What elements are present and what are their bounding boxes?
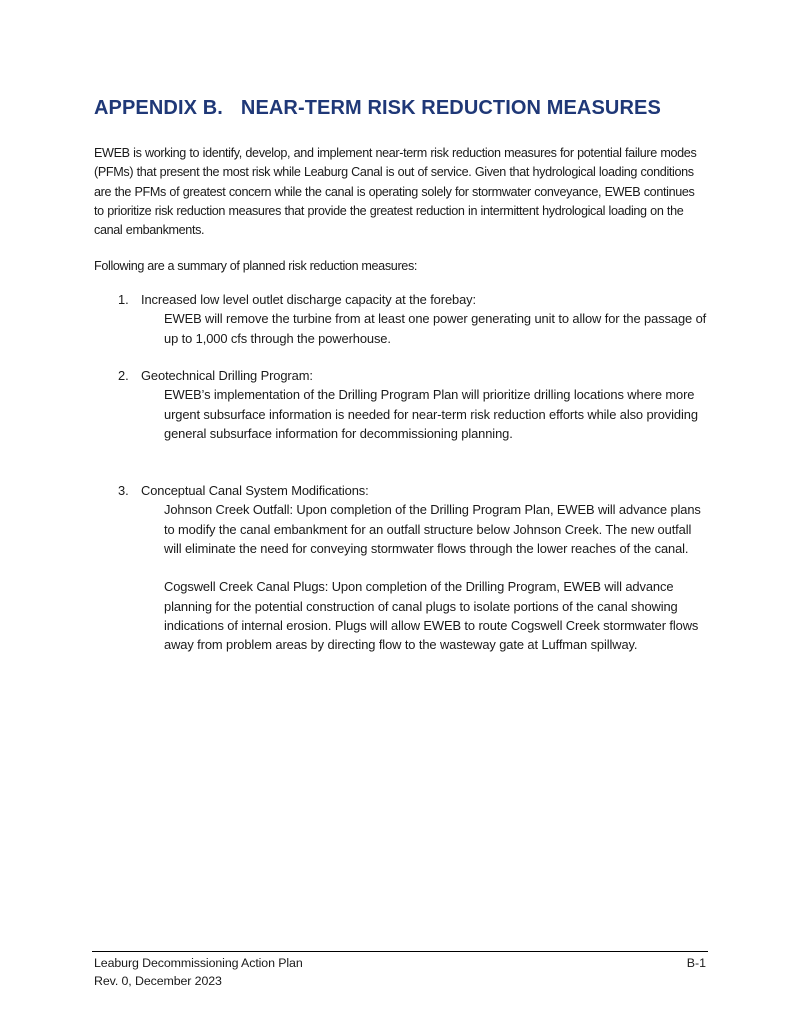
appendix-label: APPENDIX B. xyxy=(94,97,223,119)
measure-body xyxy=(164,500,708,654)
measure-title: Conceptual Canal System Modifications: xyxy=(141,483,369,498)
measure-body xyxy=(164,309,708,348)
measure-number: 3. xyxy=(118,483,129,498)
measure-paragraph-cogswell-creek: Cogswell Creek Canal Plugs: Upon completion of the Drilling Program, EWEB will advance planning for the potential construction of canal plugs to isolate portions of the canal showing indications of internal erosion. Plugs will allow EWEB to route Cogswell Creek stormwater flows away from problem areas by directing flow to the wasteway gate at Luffman spillway. xyxy=(164,579,699,653)
measure-item-1 xyxy=(118,290,708,348)
measure-item-3 xyxy=(118,481,708,655)
footer-page-number: B-1 xyxy=(686,956,706,970)
footer-divider xyxy=(92,951,708,952)
measure-title: Increased low level outlet discharge capacity at the forebay: xyxy=(141,292,476,307)
appendix-title: NEAR-TERM RISK REDUCTION MEASURES xyxy=(240,97,661,119)
measure-paragraph: EWEB will remove the turbine from at least one power generating unit to allow for the passage of up to 1,000 cfs through the powerhouse. xyxy=(164,311,707,346)
measure-title: Geotechnical Drilling Program: xyxy=(141,368,313,383)
intro-paragraph: EWEB is working to identify, develop, and implement near-term risk reduction measures for potential failure modes (PFMs) that present the most risk while Leaburg Canal is out of service. Given that hydrological loading conditions are the PFMs of greatest concern while the canal is operating solely for stormwater conveyance, EWEB continues to prioritize risk reduction measures that provide the greatest reduction in intermittent hydrological loading on the canal embankments. xyxy=(94,146,697,238)
measure-number: 2. xyxy=(118,368,129,383)
footer-revision: Rev. 0, December 2023 xyxy=(94,974,222,988)
summary-lead-sentence: Following are a summary of planned risk reduction measures: xyxy=(94,259,418,273)
measure-number: 1. xyxy=(118,292,129,307)
footer-document-title: Leaburg Decommissioning Action Plan xyxy=(94,956,303,970)
measure-paragraph: EWEB’s implementation of the Drilling Program Plan will prioritize drilling locations where more urgent subsurface information is needed for near-term risk reduction efforts while also providing general subsurface information for decommissioning planning. xyxy=(164,387,698,441)
measure-item-2 xyxy=(118,366,708,443)
measure-paragraph-johnson-creek: Johnson Creek Outfall: Upon completion of the Drilling Program Plan, EWEB will advance plans to modify the canal embankment for an outfall structure below Johnson Creek. The new outfall will eliminate the need for conveying stormwater flows through the lower reaches of the canal. xyxy=(164,502,701,556)
measure-body xyxy=(164,385,708,443)
appendix-heading xyxy=(94,97,661,120)
footer-document-info xyxy=(94,954,303,990)
